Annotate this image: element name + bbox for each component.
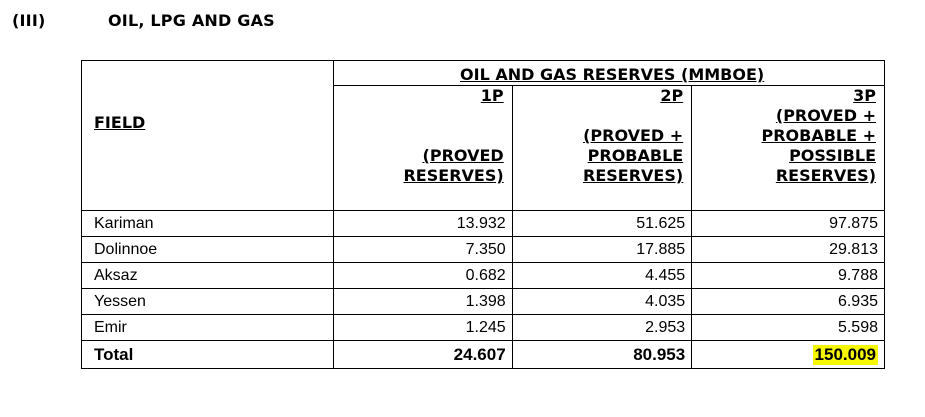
field-name: Aksaz [82, 263, 334, 289]
value-1p: 0.682 [334, 263, 512, 289]
column-category-1p: 1P [480, 86, 504, 105]
table-row [82, 211, 885, 237]
table-header-row-group [82, 61, 885, 86]
field-name: Yessen [82, 289, 334, 315]
total-1p: 24.607 [334, 341, 512, 369]
value-3p: 9.788 [692, 263, 885, 289]
total-3p-cell [692, 341, 885, 369]
value-2p: 4.035 [512, 289, 692, 315]
value-2p: 2.953 [512, 315, 692, 341]
total-3p-highlight: 150.009 [814, 344, 876, 364]
column-description-2p: (PROVED + PROBABLE RESERVES) [583, 126, 684, 185]
section-number: (III) [12, 11, 46, 30]
value-1p: 7.350 [334, 237, 512, 263]
value-1p: 1.398 [334, 289, 512, 315]
value-3p: 6.935 [692, 289, 885, 315]
field-name: Kariman [82, 211, 334, 237]
value-3p: 29.813 [692, 237, 885, 263]
table-row [82, 315, 885, 341]
reserves-group-header: OIL AND GAS RESERVES (MMBOE) [334, 61, 885, 86]
value-3p: 97.875 [692, 211, 885, 237]
value-1p: 1.245 [334, 315, 512, 341]
table-row [82, 289, 885, 315]
total-2p: 80.953 [512, 341, 692, 369]
field-name: Emir [82, 315, 334, 341]
section-heading [12, 11, 275, 30]
value-2p: 17.885 [512, 237, 692, 263]
column-description-3p: (PROVED + PROBABLE + POSSIBLE RESERVES) [761, 106, 876, 185]
total-label: Total [82, 341, 334, 369]
column-header-3p [692, 86, 885, 211]
value-2p: 4.455 [512, 263, 692, 289]
column-description-1p: (PROVED RESERVES) [403, 146, 504, 185]
field-name: Dolinnoe [82, 237, 334, 263]
reserves-table [81, 60, 885, 369]
value-2p: 51.625 [512, 211, 692, 237]
section-title: OIL, LPG AND GAS [108, 11, 275, 30]
field-column-header: FIELD [82, 61, 334, 211]
column-header-2p [512, 86, 692, 211]
total-row [82, 341, 885, 369]
table-row [82, 263, 885, 289]
value-1p: 13.932 [334, 211, 512, 237]
column-category-3p: 3P [853, 86, 876, 105]
table-row [82, 237, 885, 263]
value-3p: 5.598 [692, 315, 885, 341]
column-category-2p: 2P [660, 86, 684, 105]
column-header-1p [334, 86, 512, 211]
